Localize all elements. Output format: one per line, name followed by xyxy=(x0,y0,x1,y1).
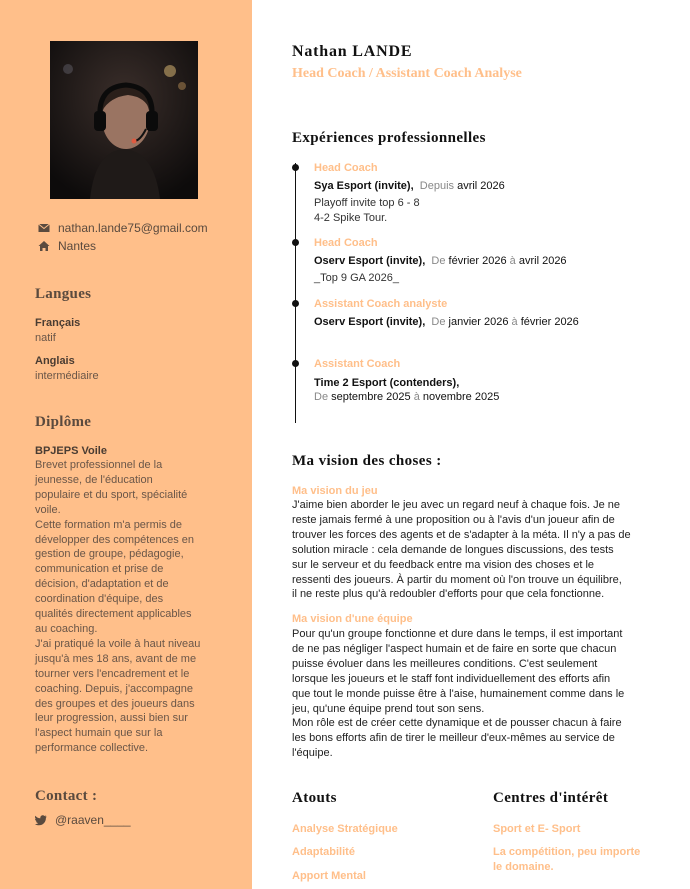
diploma-line: jeunesse, de l'éducation xyxy=(35,473,153,486)
email-line[interactable] xyxy=(38,221,208,235)
experience-detail: _Top 9 GA 2026_ xyxy=(314,272,400,284)
diploma-line: qualités directement applicables xyxy=(35,608,192,621)
vision-team-title: Ma vision d'une équipe xyxy=(292,613,413,625)
person-title: Head Coach / Assistant Coach Analyse xyxy=(292,66,522,81)
interest-item: La compétition, peu importe xyxy=(493,846,641,858)
person-name: Nathan LANDE xyxy=(292,43,413,60)
diploma-line: performance collective. xyxy=(35,742,149,755)
strength-item: Apport Mental xyxy=(292,870,366,882)
paragraph-line: l'équipe. xyxy=(292,747,333,760)
vision-heading: Ma vision des choses : xyxy=(292,453,442,469)
twitter-handle[interactable]: @raaven____ xyxy=(55,813,131,827)
home-icon xyxy=(38,240,50,252)
paragraph-line: jeu, qu'une équipe prend tout son sens. xyxy=(292,702,485,715)
email-text[interactable]: nathan.lande75@gmail.com xyxy=(58,221,208,235)
diploma-line: tourner vers l'encadrement et le xyxy=(35,667,190,680)
diploma-line: communication et prise de xyxy=(35,563,164,576)
vision-game-text xyxy=(292,498,657,602)
experience-role: Assistant Coach analyste xyxy=(314,298,448,310)
paragraph-line: reste jamais fermé à une proposition ou à l'avis d'un joueur afin de xyxy=(292,513,615,526)
paragraph-line: de ne pas négliger l'aspect humain et de faire en sorte que chacun xyxy=(292,642,617,655)
paragraph-line: trouver les forces des agents et de s'adapter à la méta. Il n'y a pas de xyxy=(292,528,631,541)
twitter-bird-icon xyxy=(35,814,47,826)
diploma-line: coaching. Depuis, j'accompagne xyxy=(35,682,194,695)
date-separator: à xyxy=(413,391,420,403)
interest-item: le domaine. xyxy=(493,861,554,873)
experience-company: Oserv Esport (invite), xyxy=(314,316,426,328)
language-name: Français xyxy=(35,317,81,329)
date-separator: à xyxy=(509,255,516,267)
date-end: février 2026 xyxy=(520,316,579,328)
paragraph-line: sur le serveur et du feedback entre ma vision des choses et le xyxy=(292,558,595,571)
diploma-line: populaire et du sport, spécialité xyxy=(35,488,188,501)
paragraph-line: solution miracle : cela demande de longues discussions, des tests xyxy=(292,543,614,556)
date-end: avril 2026 xyxy=(518,255,567,267)
experience-role: Assistant Coach xyxy=(314,358,401,370)
language-level: intermédiaire xyxy=(35,370,99,382)
date-end: novembre 2025 xyxy=(422,391,500,403)
experience-company-line xyxy=(314,316,579,328)
date-start: février 2026 xyxy=(448,255,507,267)
timeline-dot xyxy=(292,360,299,367)
timeline-dot xyxy=(292,239,299,246)
paragraph-line: que tout le monde puisse être à l'aise, humainement comme dans le xyxy=(292,687,625,700)
paragraph-line: J'aime bien aborder le jeu avec un regard neuf à chaque fois. Je ne xyxy=(292,499,621,511)
languages-heading: Langues xyxy=(35,286,92,302)
diploma-line: Cette formation m'a permis de xyxy=(35,518,182,531)
paragraph-line: Pour qu'un groupe fonctionne et dure dans le temps, il est important xyxy=(292,628,623,640)
vision-game-title: Ma vision du jeu xyxy=(292,485,378,497)
paragraph-line: ressenti des joueurs. À partir du moment où l'on trouve un équilibre, xyxy=(292,573,622,586)
experience-role: Head Coach xyxy=(314,162,378,174)
sidebar xyxy=(0,0,252,889)
diploma-line: jusqu'à mes 18 ans, avant de me xyxy=(35,652,197,665)
date-prefix: De xyxy=(431,316,446,328)
envelope-icon xyxy=(38,222,50,234)
diploma-name: BPJEPS Voile xyxy=(35,445,107,457)
strength-item: Analyse Stratégique xyxy=(292,823,398,835)
paragraph-line: puisse évoluer dans les meilleures conditions. C'est seulement xyxy=(292,657,598,670)
experience-company-line xyxy=(314,377,459,389)
date-start: avril 2026 xyxy=(457,180,505,192)
diploma-line: l'aspect humain que sur la xyxy=(35,727,163,740)
timeline-dot xyxy=(292,164,299,171)
diploma-line: au coaching. xyxy=(35,622,98,635)
date-start: janvier 2026 xyxy=(448,316,509,328)
diploma-line: coordination d'équipe, des xyxy=(35,593,164,606)
experience-company: Time 2 Esport (contenders), xyxy=(314,377,460,389)
date-prefix: De xyxy=(314,391,329,403)
date-start: septembre 2025 xyxy=(331,391,411,403)
diploma-line: des groupes et des joueurs dans xyxy=(35,697,195,710)
paragraph-line: lorsque les joueurs et le staff font individuellement des efforts afin xyxy=(292,672,611,685)
paragraph-line: il ne reste plus qu'à redoubler d'efforts pour que cela fonctionne. xyxy=(292,588,605,601)
diploma-heading: Diplôme xyxy=(35,414,92,430)
date-prefix: Depuis xyxy=(419,180,455,192)
interests-heading: Centres d'intérêt xyxy=(493,790,609,806)
date-separator: à xyxy=(511,316,518,328)
experience-role: Head Coach xyxy=(314,237,378,249)
diploma-description xyxy=(35,458,217,756)
experience-detail: Playoff invite top 6 - 8 xyxy=(314,197,420,209)
language-level: natif xyxy=(35,332,56,344)
diploma-line: leur progression, aussi bien sur xyxy=(35,712,188,725)
city-text: Nantes xyxy=(58,239,97,253)
language-name: Anglais xyxy=(35,355,75,367)
experience-detail: 4-2 Spike Tour. xyxy=(314,212,388,224)
profile-photo xyxy=(50,41,198,199)
experience-heading: Expériences professionnelles xyxy=(292,130,486,146)
diploma-line: voile. xyxy=(35,503,61,516)
strength-item: Adaptabilité xyxy=(292,846,355,858)
date-prefix: De xyxy=(431,255,446,267)
diploma-line: développer des compétences en xyxy=(35,533,194,546)
paragraph-line: les bons efforts afin de tirer le meilleur d'eux-mêmes au service de xyxy=(292,732,615,745)
timeline-line xyxy=(295,163,296,423)
experience-date-line xyxy=(314,391,499,403)
experience-company: Sya Esport (invite), xyxy=(314,180,414,192)
contact-heading: Contact : xyxy=(35,788,98,804)
experience-company-line xyxy=(314,180,505,192)
diploma-line: gestion de groupe, pédagogie, xyxy=(35,548,184,561)
diploma-line: Brevet professionnel de la xyxy=(35,459,163,471)
timeline-dot xyxy=(292,300,299,307)
diploma-line: décision, d'adaptation et de xyxy=(35,578,169,591)
diploma-line: J'ai pratiqué la voile à haut niveau xyxy=(35,637,201,650)
twitter-line[interactable] xyxy=(35,813,131,827)
interest-item: Sport et E- Sport xyxy=(493,823,581,835)
strengths-heading: Atouts xyxy=(292,790,337,806)
vision-team-text xyxy=(292,627,657,761)
city-line xyxy=(38,239,96,253)
experience-company-line xyxy=(314,255,567,267)
paragraph-line: Mon rôle est de créer cette dynamique et de pousser chacun à faire xyxy=(292,717,622,730)
experience-company: Oserv Esport (invite), xyxy=(314,255,426,267)
